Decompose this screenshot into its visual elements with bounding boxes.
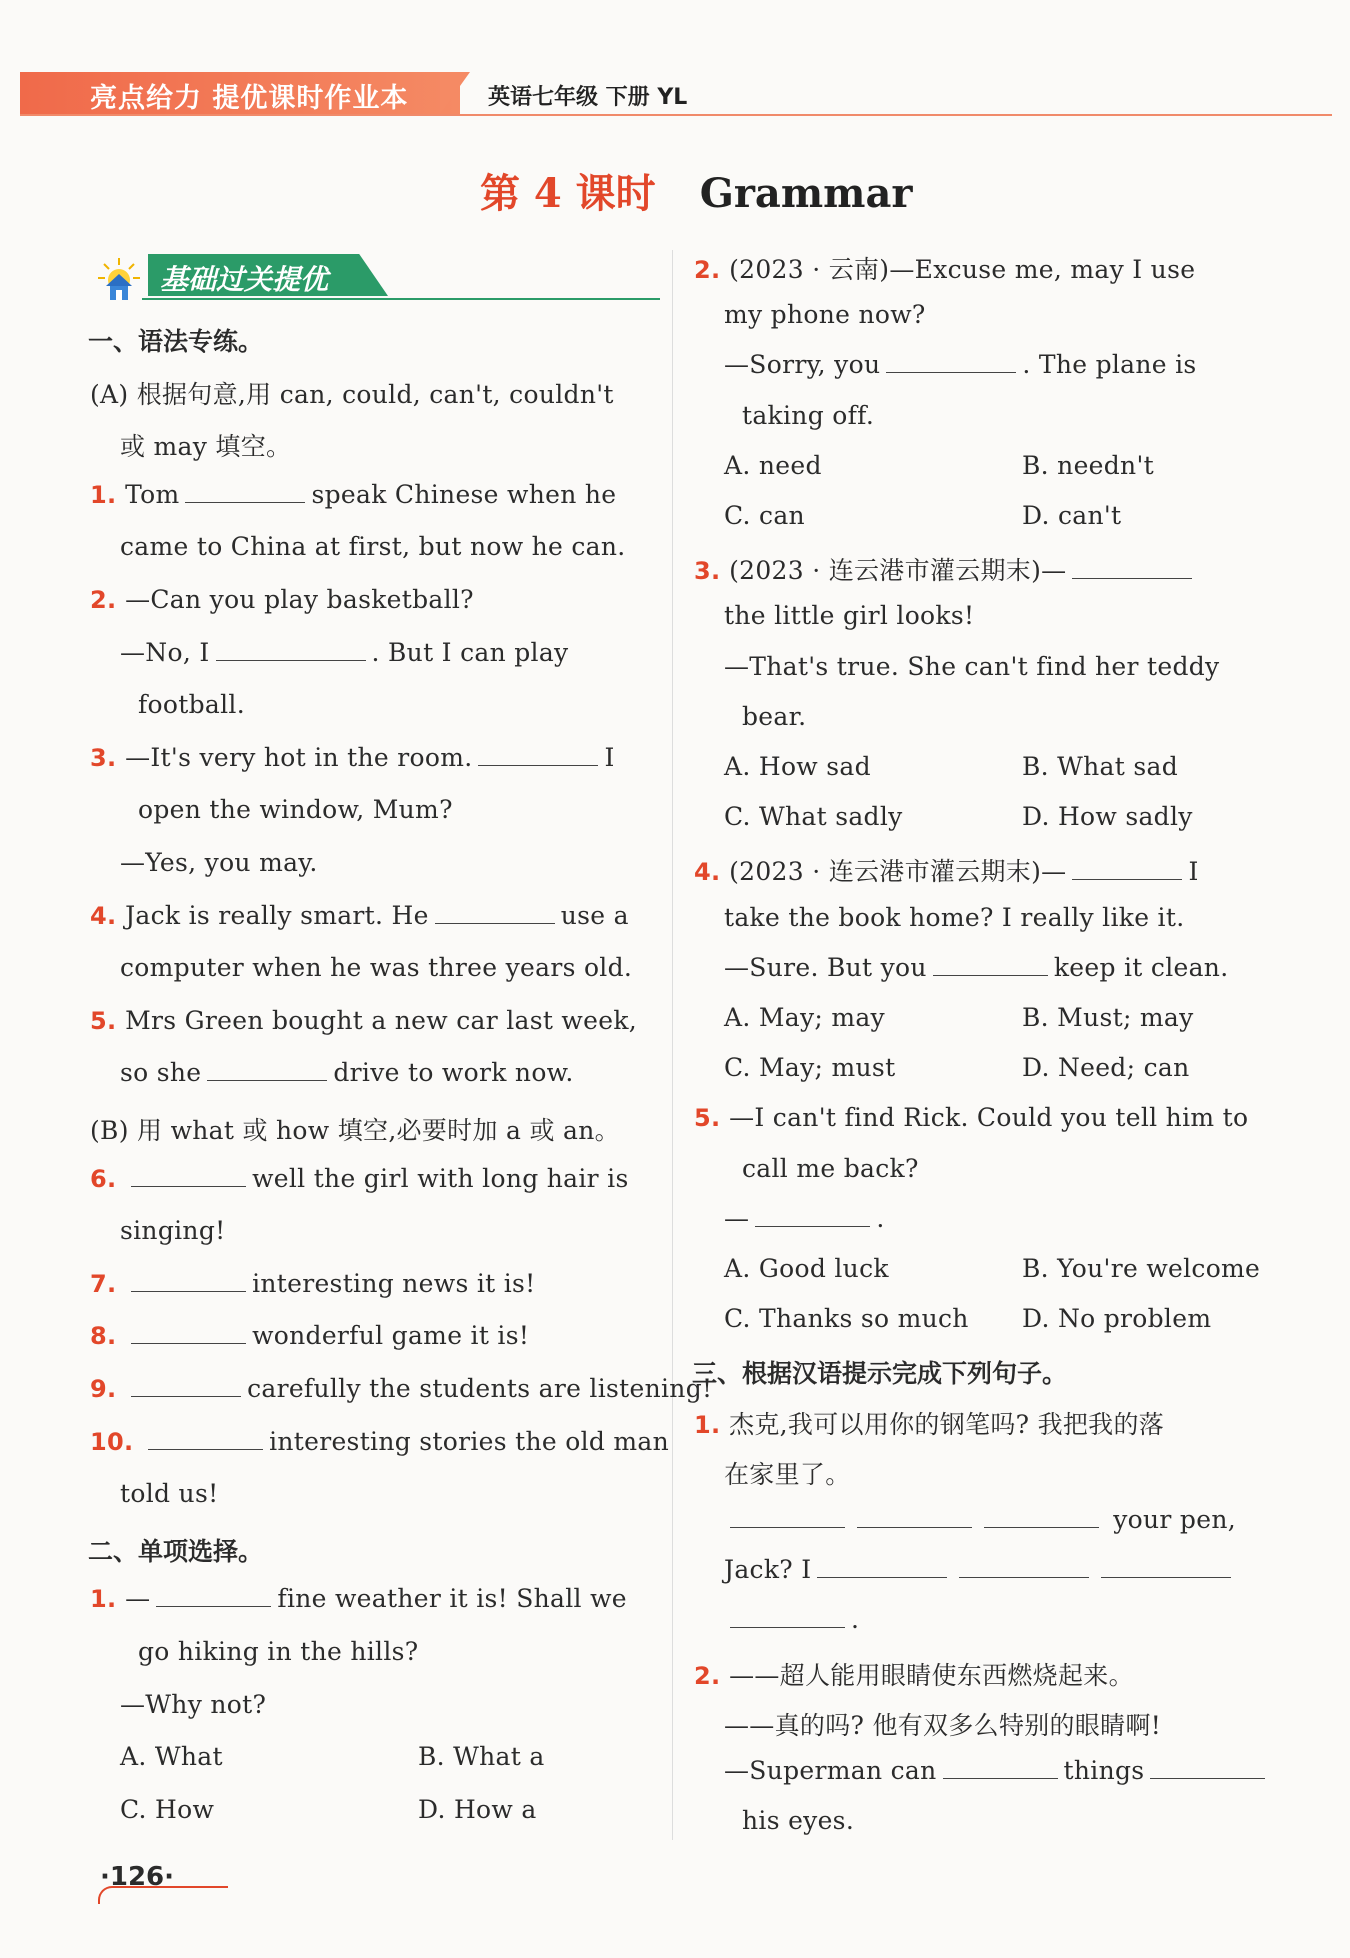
question-text: Mrs Green bought a new car last week, <box>125 1005 638 1035</box>
line-text: the little girl looks! <box>724 601 975 631</box>
text-line <box>120 1690 266 1719</box>
question-text: (2023 · 连云港市灌云期末)— <box>729 556 1067 586</box>
text-line <box>724 1555 1237 1584</box>
subject-label: 英语七年级 下册 YL <box>488 85 688 110</box>
line-text: —Why not? <box>120 1689 267 1719</box>
line-text: so she <box>120 1058 202 1088</box>
line-text: bear. <box>742 701 807 731</box>
line-text-after: . But I can play <box>371 637 569 667</box>
question-number: 1. <box>90 480 126 509</box>
question-number: 3. <box>694 557 730 586</box>
line-text: —Sorry, you <box>724 350 881 380</box>
text-line <box>724 1706 1161 1742</box>
section-heading: 二、单项选择。 <box>88 1536 264 1566</box>
question-line <box>90 901 629 930</box>
option-b: B. What a <box>418 1742 545 1772</box>
question-number: 1. <box>90 1585 126 1614</box>
question-number: 7. <box>90 1269 126 1298</box>
section-heading: 一、语法专练。 <box>88 327 264 356</box>
question-line <box>90 1374 712 1403</box>
text-line <box>742 401 874 430</box>
option-b: D. How a <box>418 1794 537 1824</box>
option-a: A. Good luck <box>724 1254 889 1283</box>
line-text-after: carefully the students are listening! <box>247 1374 713 1403</box>
line-text-after: I <box>1188 857 1199 887</box>
question-line <box>90 1584 627 1613</box>
line-text: taking off. <box>742 400 875 430</box>
question-text: (2023 · 云南)—Excuse me, may I use <box>729 255 1196 284</box>
answer-blank[interactable] <box>131 1321 246 1344</box>
answer-blank[interactable] <box>1072 857 1182 880</box>
option-row <box>120 1742 545 1772</box>
option-a: C. can <box>724 501 805 530</box>
text-line <box>724 1505 1236 1534</box>
option-row <box>724 802 1193 832</box>
lesson-title-en: Grammar <box>699 170 913 217</box>
line-text: ——真的吗? 他有双多么特别的眼睛啊! <box>724 1710 1162 1740</box>
option-a: A. May; may <box>724 1003 885 1032</box>
answer-blank[interactable] <box>131 1269 246 1292</box>
line-text: 或 may 填空。 <box>120 432 292 462</box>
answer-blank[interactable] <box>156 1584 271 1607</box>
question-number: 2. <box>694 256 730 284</box>
option-b: B. Must; may <box>1022 1003 1194 1032</box>
text-line <box>120 1479 218 1508</box>
question-line <box>90 1269 536 1298</box>
question-number: 8. <box>90 1322 126 1351</box>
question-number: 6. <box>90 1164 126 1193</box>
option-row <box>724 1304 1212 1334</box>
house-sun-icon <box>96 256 142 302</box>
lesson-title <box>480 162 912 219</box>
section-banner-rule <box>142 298 660 300</box>
line-text-after: wonderful game it is! <box>252 1321 530 1351</box>
option-b: B. needn't <box>1022 450 1154 480</box>
option-b: B. You're welcome <box>1022 1254 1261 1283</box>
text-line <box>724 350 1197 379</box>
text-line <box>724 953 1228 982</box>
question-number: 9. <box>90 1375 126 1403</box>
option-a: C. What sadly <box>724 802 903 832</box>
option-row <box>120 1794 537 1824</box>
question-line <box>694 551 1198 587</box>
answer-blank[interactable] <box>207 1058 327 1081</box>
header-bar-tip <box>440 72 470 114</box>
line-text-after: interesting stories the old man <box>269 1426 670 1456</box>
answer-blank[interactable] <box>817 1555 947 1578</box>
text-line <box>724 903 1184 932</box>
option-a: C. Thanks so much <box>724 1304 969 1334</box>
answer-blank[interactable] <box>933 953 1048 976</box>
line-text: my phone now? <box>724 300 926 330</box>
option-a: A. need <box>724 450 822 480</box>
answer-blank[interactable] <box>435 901 555 924</box>
line-text: go hiking in the hills? <box>138 1637 419 1666</box>
option-row <box>724 501 1122 530</box>
line-text: take the book home? I really like it. <box>724 902 1185 932</box>
text-line <box>742 702 806 731</box>
answer-blank[interactable] <box>1150 1756 1265 1779</box>
question-line <box>694 1405 1164 1441</box>
answer-blank[interactable] <box>131 1374 241 1397</box>
line-text-after: fine weather it is! Shall we <box>277 1584 627 1614</box>
text-line <box>120 532 626 561</box>
line-text: 在家里了。 <box>724 1459 851 1489</box>
line-text: Jack? I <box>724 1555 812 1585</box>
line-text: (B) 用 what 或 how 填空,必要时加 a 或 an。 <box>90 1116 620 1145</box>
question-text: (2023 · 连云港市灌云期末)— <box>729 857 1067 887</box>
text-line <box>120 427 291 463</box>
option-b: D. How sadly <box>1022 802 1193 832</box>
line-text: came to China at first, but now he can. <box>120 532 626 562</box>
text-line <box>724 300 926 329</box>
line-text-after: I <box>604 742 615 772</box>
line-text-after: . The plane is <box>1022 350 1197 380</box>
question-line <box>90 1321 529 1350</box>
question-text: Tom <box>125 479 180 509</box>
answer-blank[interactable] <box>943 1756 1058 1779</box>
line-text: his eyes. <box>742 1806 855 1836</box>
line-text: — <box>724 1203 750 1233</box>
page-number: ·126· <box>100 1862 175 1892</box>
text-line <box>120 1058 574 1087</box>
line-text: football. <box>138 690 245 720</box>
option-row <box>724 752 1178 781</box>
option-b: D. can't <box>1022 501 1122 530</box>
section-banner-label: 基础过关提优 <box>160 263 329 296</box>
text-line <box>724 1204 885 1233</box>
text-line <box>138 690 245 719</box>
question-text: ——超人能用眼睛使东西燃烧起来。 <box>729 1660 1134 1690</box>
page-number-decoration <box>98 1886 228 1904</box>
line-text-after: things <box>1063 1756 1145 1785</box>
question-text: 杰克,我可以用你的钢笔吗? 我把我的落 <box>729 1409 1165 1439</box>
question-line <box>90 585 474 614</box>
answer-blank[interactable] <box>886 350 1016 373</box>
question-number: 3. <box>90 743 126 772</box>
question-number: 5. <box>90 1006 126 1035</box>
answer-blank[interactable] <box>959 1555 1089 1578</box>
question-line <box>90 1164 629 1193</box>
question-text: —I can't find Rick. Could you tell him to <box>729 1103 1249 1133</box>
text-line <box>120 638 568 667</box>
question-number: 4. <box>90 901 126 930</box>
text-line <box>120 1216 225 1245</box>
answer-blank[interactable] <box>131 1164 246 1187</box>
question-number: 4. <box>694 858 730 887</box>
question-text: — <box>125 1584 151 1614</box>
line-text-after: well the girl with long hair is <box>252 1163 629 1193</box>
answer-blank[interactable] <box>478 743 598 766</box>
line-text: —That's true. She can't find her teddy <box>724 651 1220 681</box>
line-text: open the window, Mum? <box>138 795 453 825</box>
line-text-after: drive to work now. <box>333 1058 574 1088</box>
text-line <box>724 1455 851 1491</box>
answer-blank[interactable] <box>755 1204 870 1227</box>
text-line <box>90 1111 620 1147</box>
line-text-after: interesting news it is! <box>252 1268 536 1298</box>
answer-blank[interactable] <box>984 1505 1099 1528</box>
answer-blank[interactable] <box>730 1505 845 1528</box>
text-line <box>138 1637 418 1666</box>
column-divider <box>672 250 673 1840</box>
option-a: C. May; must <box>724 1053 896 1083</box>
question-text: —It's very hot in the room. <box>125 742 473 772</box>
question-line <box>90 480 616 509</box>
option-row <box>724 1053 1190 1083</box>
text-line <box>120 953 632 982</box>
question-line <box>90 1006 637 1035</box>
text-line <box>120 848 318 877</box>
question-text: Jack is really smart. He <box>125 900 429 930</box>
text-line <box>138 795 453 824</box>
question-text: —Can you play basketball? <box>125 585 474 614</box>
brand-title: 亮点给力 提优课时作业本 <box>90 83 409 114</box>
option-b: D. Need; can <box>1022 1053 1190 1083</box>
lesson-title-cn: 第 4 课时 <box>480 170 656 217</box>
text-line <box>724 1756 1271 1785</box>
line-text: —No, I <box>120 637 210 667</box>
question-line <box>694 1103 1248 1132</box>
question-number: 5. <box>694 1104 730 1133</box>
answer-blank[interactable] <box>148 1427 263 1450</box>
line-text: call me back? <box>742 1153 919 1183</box>
option-a: A. How sad <box>724 752 871 781</box>
text-line <box>724 652 1219 681</box>
question-number: 2. <box>694 1661 730 1690</box>
line-text: your pen, <box>1105 1505 1236 1534</box>
line-text: told us! <box>120 1479 219 1509</box>
text-line <box>724 601 974 630</box>
line-text: (A) 根据句意,用 can, could, can't, couldn't <box>90 379 614 409</box>
answer-blank[interactable] <box>857 1505 972 1528</box>
line-text-after: use a <box>560 900 629 930</box>
line-text: computer when he was three years old. <box>120 953 633 983</box>
question-number: 1. <box>694 1410 730 1439</box>
line-text-after: . <box>851 1605 860 1635</box>
line-text: singing! <box>120 1216 226 1246</box>
option-row <box>724 1254 1261 1283</box>
text-line <box>90 375 614 411</box>
text-line <box>742 1806 854 1835</box>
option-row <box>724 450 1154 480</box>
line-text-after: . <box>876 1203 885 1233</box>
question-line <box>694 1656 1134 1692</box>
answer-blank[interactable] <box>185 480 305 503</box>
line-text: —Sure. But you <box>724 952 927 982</box>
answer-blank[interactable] <box>216 638 366 661</box>
text-line <box>724 1605 859 1634</box>
question-number: 10. <box>90 1427 143 1456</box>
line-text-after: keep it clean. <box>1053 952 1229 982</box>
answer-blank[interactable] <box>1072 556 1192 579</box>
section-heading: 三、根据汉语提示完成下列句子。 <box>692 1359 1068 1389</box>
option-b: B. What sad <box>1022 752 1178 781</box>
question-line <box>90 1427 669 1456</box>
line-text: —Superman can <box>724 1756 937 1785</box>
answer-blank[interactable] <box>1101 1555 1231 1578</box>
option-a: A. What <box>120 1742 223 1772</box>
line-text: —Yes, you may. <box>120 848 318 877</box>
question-line <box>694 852 1199 888</box>
option-row <box>724 1003 1194 1032</box>
answer-blank[interactable] <box>730 1605 845 1628</box>
option-b: D. No problem <box>1022 1304 1212 1334</box>
line-text-after: speak Chinese when he <box>311 479 617 509</box>
question-number: 2. <box>90 586 126 614</box>
option-a: C. How <box>120 1794 215 1824</box>
text-line <box>742 1154 919 1183</box>
question-line <box>694 250 1195 286</box>
question-line <box>90 743 615 772</box>
